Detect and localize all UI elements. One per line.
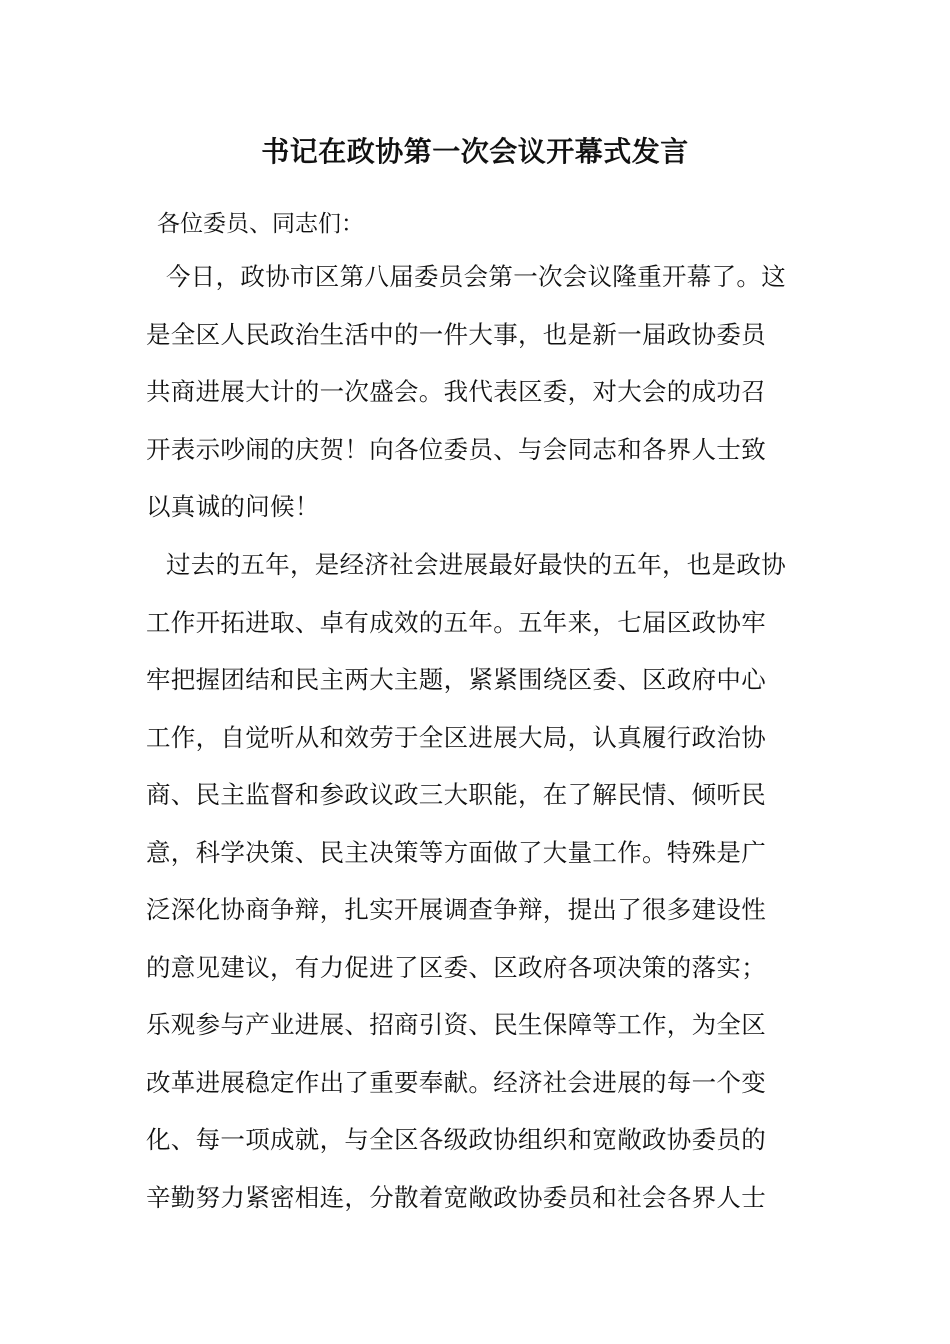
- text-line: 过去的五年，是经济社会进展最好最快的五年，也是政协: [166, 550, 786, 579]
- text-line: 共商进展大计的一次盛会。我代表区委，对大会的成功召: [146, 377, 766, 406]
- text-line: 化、每一项成就，与全区各级政协组织和宽敞政协委员的: [146, 1125, 766, 1154]
- text-line: 今日，政协市区第八届委员会第一次会议隆重开幕了。这: [166, 262, 786, 291]
- text-line: 工作开拓进取、卓有成效的五年。五年来，七届区政协牢: [146, 607, 766, 637]
- text-line: 工作，自觉听从和效劳于全区进展大局，认真履行政治协: [146, 722, 766, 752]
- paragraph-1: [146, 248, 816, 536]
- text-line: 商、民主监督和参政议政三大职能，在了解民情、倾听民: [146, 780, 766, 809]
- text-line: 以真诚的问候！: [146, 492, 320, 521]
- text-line: 意，科学决策、民主决策等方面做了大量工作。特殊是广: [146, 837, 766, 867]
- text-line: 开表示吵闹的庆贺！向各位委员、与会同志和各界人士致: [146, 434, 766, 464]
- text-line: 改革进展稳定作出了重要奉献。经济社会进展的每一个变: [146, 1067, 766, 1097]
- text-line: 的意见建议，有力促进了区委、区政府各项决策的落实；: [146, 952, 766, 982]
- text-line: 泛深化协商争辩，扎实开展调查争辩，提出了很多建设性: [146, 895, 766, 924]
- text-line: 是全区人民政治生活中的一件大事，也是新一届政协委员: [146, 319, 766, 349]
- salutation: 各位委员、同志们：: [157, 211, 364, 237]
- text-line: 牢把握团结和民主两大主题，紧紧围绕区委、区政府中心: [146, 665, 766, 694]
- text-line: 辛勤努力紧密相连，分散着宽敞政协委员和社会各界人士: [146, 1182, 766, 1212]
- text-line: 乐观参与产业进展、招商引资、民生保障等工作，为全区: [146, 1010, 766, 1039]
- paragraph-2: [146, 536, 816, 1226]
- document-title: 书记在政协第一次会议开幕式发言: [261, 135, 689, 168]
